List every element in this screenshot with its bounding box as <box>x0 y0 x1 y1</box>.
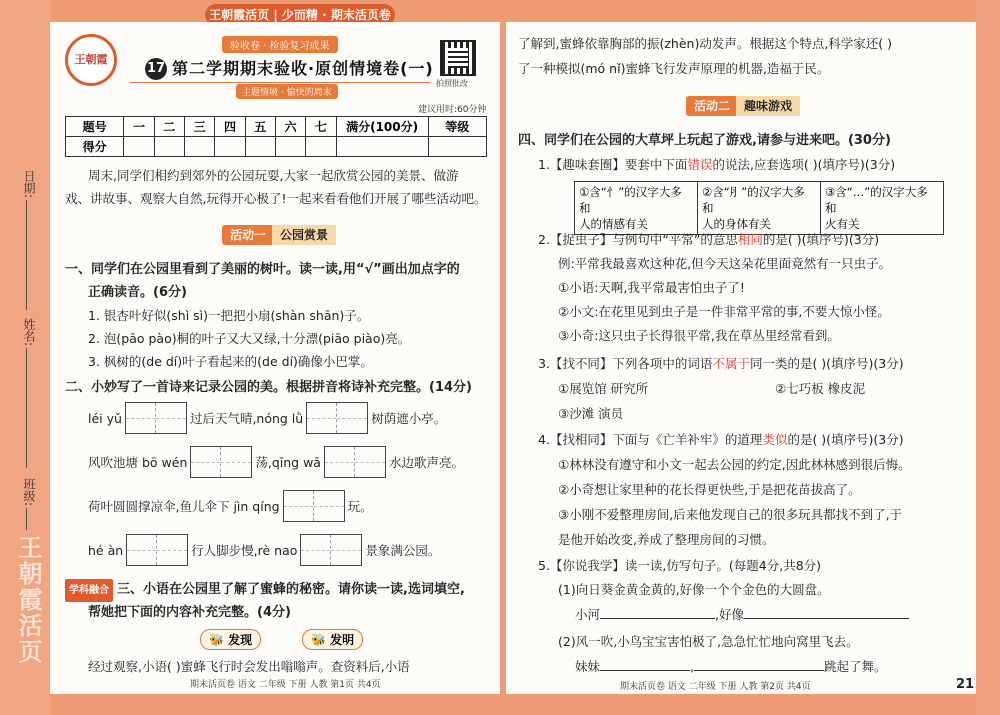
char-box[interactable] <box>283 490 345 522</box>
score-input[interactable] <box>184 137 214 157</box>
sentence-mid: ,好像 <box>715 607 744 622</box>
table-row <box>66 137 487 157</box>
model-sentence: (1)向日葵金黄金黄的,好像一个个金色的大圆盘。 <box>558 582 830 597</box>
sentence-start: 妹妹 <box>575 659 601 674</box>
score-input[interactable] <box>428 137 486 157</box>
top-banner: 王朝霞活页 | 少而精 · 期末活页卷 <box>205 4 395 26</box>
table-cell: 四 <box>215 117 245 137</box>
char-box[interactable] <box>190 446 252 478</box>
bee-icon: 🐝 <box>311 633 331 647</box>
option-label: 发明 <box>330 633 355 647</box>
option-line: 人的情感有关 <box>579 217 648 231</box>
score-input[interactable] <box>336 137 428 157</box>
option-cell[interactable] <box>821 182 944 235</box>
score-input[interactable] <box>215 137 245 157</box>
table-cell: 七 <box>306 117 336 137</box>
char-box[interactable] <box>125 402 187 434</box>
question-heading: 正确读音。(6分) <box>88 285 187 300</box>
question-item[interactable]: 3. 枫树的(de dí)叶子看起来的(de dí)确像小巴掌。 <box>88 354 373 369</box>
table-cell: 二 <box>154 117 184 137</box>
word-option-discover[interactable] <box>200 629 261 650</box>
header-tag: 验收卷 · 检验复习成果 <box>222 36 338 53</box>
footer-right: 期末活页卷 语文 二年级 下册 人教 第2页 共4页 <box>620 682 811 692</box>
sub-question[interactable] <box>538 228 879 251</box>
bee-icon: 🐝 <box>209 633 229 647</box>
option-line: 火有关 <box>825 217 860 231</box>
imitation-line <box>575 655 887 678</box>
char-box[interactable] <box>324 446 386 478</box>
question-heading: 四、同学们在公园的大草坪上玩起了游戏,请参与进来吧。(30分) <box>518 133 891 148</box>
poem-text: 景象满公园。 <box>365 543 441 558</box>
choice-item[interactable]: ②七巧板 橡皮泥 <box>775 381 866 396</box>
question-heading: 一、同学们在公园里看到了美丽的树叶。读一读,用“√”画出加点字的 <box>65 262 460 277</box>
table-cell: 满分(100分) <box>336 117 428 137</box>
table-cell: 得分 <box>66 137 124 157</box>
title-rule <box>130 82 430 83</box>
model-sentence: (2)风一吹,小鸟宝宝害怕极了,急急忙忙地向窝里飞去。 <box>558 634 859 649</box>
score-input[interactable] <box>154 137 184 157</box>
char-box[interactable] <box>300 534 362 566</box>
poem-line <box>88 490 373 522</box>
choice-item: 是他开始改变,养成了整理房间的习惯。 <box>558 532 775 547</box>
keyword: 相同 <box>737 232 763 247</box>
table-cell: 五 <box>245 117 275 137</box>
score-table <box>65 116 487 157</box>
sub-question-text: 4.【找相同】下面与《亡羊补牢》的道理 <box>538 432 763 447</box>
choice-item[interactable]: ①林林没有遵守和小文一起去公园的约定,因此林林感到很后悔。 <box>558 457 911 472</box>
keyword: 不属于 <box>712 356 750 371</box>
right-edge <box>976 0 1000 715</box>
fill-sentence: 了一种模拟(mó nǐ)蜜蜂飞行发声原理的机器,造福于民。 <box>518 61 830 76</box>
choice-item[interactable]: ①展览馆 研究所 <box>558 381 649 396</box>
option-cell[interactable] <box>698 182 821 235</box>
choice-item[interactable]: ③沙滩 演员 <box>558 406 624 421</box>
left-page <box>50 22 500 694</box>
table-cell: 三 <box>184 117 214 137</box>
activity-heading <box>686 96 800 116</box>
choice-item[interactable]: ③小奇:这只虫子长得很平常,我在草丛里经常看到。 <box>558 328 840 343</box>
question-item[interactable]: 2. 泡(pāo pào)桐的叶子又大又绿,十分漂(piāo piào)亮。 <box>88 331 411 346</box>
footer-left: 期末活页卷 语文 二年级 下册 人教 第1页 共4页 <box>190 680 381 690</box>
word-option-invent[interactable] <box>302 629 363 650</box>
option-cell[interactable] <box>575 182 698 235</box>
poem-text: 树荫遮小亭。 <box>371 411 447 426</box>
option-line: ②含“⺼”的汉字大多和 <box>702 185 805 215</box>
activity-label: 活动二 <box>686 96 738 116</box>
poem-line <box>88 402 446 434</box>
option-line: ③含“…”的汉字大多和 <box>825 185 928 215</box>
sub-question-text: 3.【找不同】下列各项中的词语 <box>538 356 713 371</box>
subject-tag: 学科融合 <box>65 579 113 602</box>
poem-text: 荡,qīng wā <box>255 455 321 470</box>
sentence-start: 小河 <box>575 607 601 622</box>
table-cell: 等级 <box>428 117 486 137</box>
question-heading: 二、小妙写了一首诗来记录公园的美。根据拼音将诗补充完整。(14分) <box>65 380 472 395</box>
table-row <box>66 117 487 137</box>
question-heading: 帮她把下面的内容补充完整。(4分) <box>88 605 291 620</box>
option-label: 发现 <box>228 633 253 647</box>
pinyin: léi yǔ <box>88 410 122 426</box>
choice-item[interactable]: ②小文:在花里见到虫子是一件非常平常的事,不要大惊小怪。 <box>558 304 890 319</box>
brand-vertical: 王朝霞活页 <box>14 535 43 665</box>
pinyin: hé àn <box>88 542 124 558</box>
option-line: 人的身体有关 <box>702 217 771 231</box>
answer-blank[interactable] <box>694 657 824 671</box>
question-heading <box>65 578 465 602</box>
class-line <box>26 508 27 530</box>
score-input[interactable] <box>275 137 305 157</box>
answer-blank[interactable] <box>600 657 690 671</box>
poem-text: 荷叶圆圆撑凉伞,鱼儿伞下 jìn qíng <box>88 499 280 514</box>
poem-line <box>88 534 440 566</box>
sentence-end: 跳起了舞。 <box>824 659 887 674</box>
poem-text: 行人脚步慢,rè nao <box>191 543 298 558</box>
table-cell: 一 <box>124 117 154 137</box>
qr-caption: 拍照批改 <box>436 79 468 88</box>
brand-logo: 王朝霞 <box>65 34 117 86</box>
sub-question-text: 的是( )(填序号)(3分) <box>762 232 880 247</box>
answer-blank[interactable] <box>600 605 715 619</box>
theme-tag: 主题情境 · 愉快的周末 <box>236 84 338 99</box>
sub-question[interactable] <box>538 428 904 451</box>
keyword: 类似 <box>762 432 788 447</box>
suggested-time: 建议用时:60分钟 <box>418 105 487 115</box>
page-number: 21 <box>956 677 975 692</box>
example-sentence: 例:平常我最喜欢这种花,但今天这朵花里面竟然有一只虫子。 <box>558 256 892 271</box>
sub-question[interactable] <box>538 352 904 375</box>
fill-sentence[interactable]: 了解到,蜜蜂依靠胸部的振(zhèn)动发声。根据这个特点,科学家还( ) <box>518 36 893 51</box>
sub-question-text: 同一类的是( )(填序号)(3分) <box>749 356 904 371</box>
activity-title: 趣味游戏 <box>736 96 800 116</box>
score-input[interactable] <box>306 137 336 157</box>
question-heading-text: 三、小语在公园里了解了蜜蜂的秘密。请你读一读,选词填空, <box>117 582 465 597</box>
sub-question-text: 的是( )(填序号)(3分) <box>787 432 904 447</box>
activity-label: 活动一 <box>222 225 274 245</box>
keyword: 错误 <box>687 157 713 172</box>
poem-text: 风吹池塘 bō wén <box>88 455 188 470</box>
activity-title: 公园赏景 <box>272 225 336 245</box>
sub-question-text: 的说法,应套选项( )(填序号)(3分) <box>712 157 896 172</box>
question-item[interactable]: 1. 银杏叶好似(shì sì)一把把小扇(shàn shān)子。 <box>88 308 370 323</box>
date-line <box>26 200 27 310</box>
intro-line: 戏、讲故事、观察大自然,玩得开心极了!一起来看看他们开展了哪些活动吧。 <box>65 191 487 206</box>
name-line <box>26 348 27 468</box>
class-label: 班级: <box>22 478 36 507</box>
date-label: 日期: <box>22 170 36 199</box>
activity-heading <box>222 225 336 245</box>
score-input[interactable] <box>245 137 275 157</box>
table-row <box>575 182 944 235</box>
choice-item[interactable]: ③小刚不爱整理房间,后来他发现自己的很多玩具都找不到了,于 <box>558 507 903 522</box>
poem-text: 玩。 <box>347 499 373 514</box>
page-title: 第二学期期末验收·原创情境卷(一) <box>172 59 434 78</box>
dot-mark: , <box>690 659 694 674</box>
sub-question[interactable] <box>538 153 895 176</box>
table-cell: 六 <box>275 117 305 137</box>
char-box[interactable] <box>306 402 368 434</box>
poem-line <box>88 446 464 478</box>
sub-question: 5.【你说我学】读一读,仿写句子。(每题4分,共8分) <box>538 558 822 573</box>
poem-text: 过后天气晴,nóng lǜ <box>189 411 304 426</box>
sub-question-text: 1.【趣味套圈】要套中下面 <box>538 157 688 172</box>
imitation-line <box>575 603 909 626</box>
answer-blank[interactable] <box>744 605 909 619</box>
choice-item[interactable]: ②小奇想让家里种的花长得更快些,于是把花苗拔高了。 <box>558 482 861 497</box>
option-line: ①含“忄”的汉字大多和 <box>579 185 682 215</box>
qr-code-icon[interactable] <box>440 40 476 76</box>
char-box[interactable] <box>126 534 188 566</box>
paper-number: 17 <box>145 58 167 80</box>
sub-question-text: 2.【捉虫子】与例句中“平常”的意思 <box>538 232 738 247</box>
poem-text: 水边歌声亮。 <box>388 455 464 470</box>
options-table <box>574 181 944 235</box>
choice-item[interactable]: ①小语:天啊,我平常最害怕虫子了! <box>558 280 745 295</box>
fill-sentence[interactable]: 经过观察,小语( )蜜蜂飞行时会发出嗡嗡声。查资料后,小语 <box>88 659 410 674</box>
intro-line: 周末,同学们相约到郊外的公园玩耍,大家一起欣赏公园的美景、做游 <box>88 168 459 183</box>
name-label: 姓名: <box>22 318 36 347</box>
score-input[interactable] <box>124 137 154 157</box>
table-cell: 题号 <box>66 117 124 137</box>
